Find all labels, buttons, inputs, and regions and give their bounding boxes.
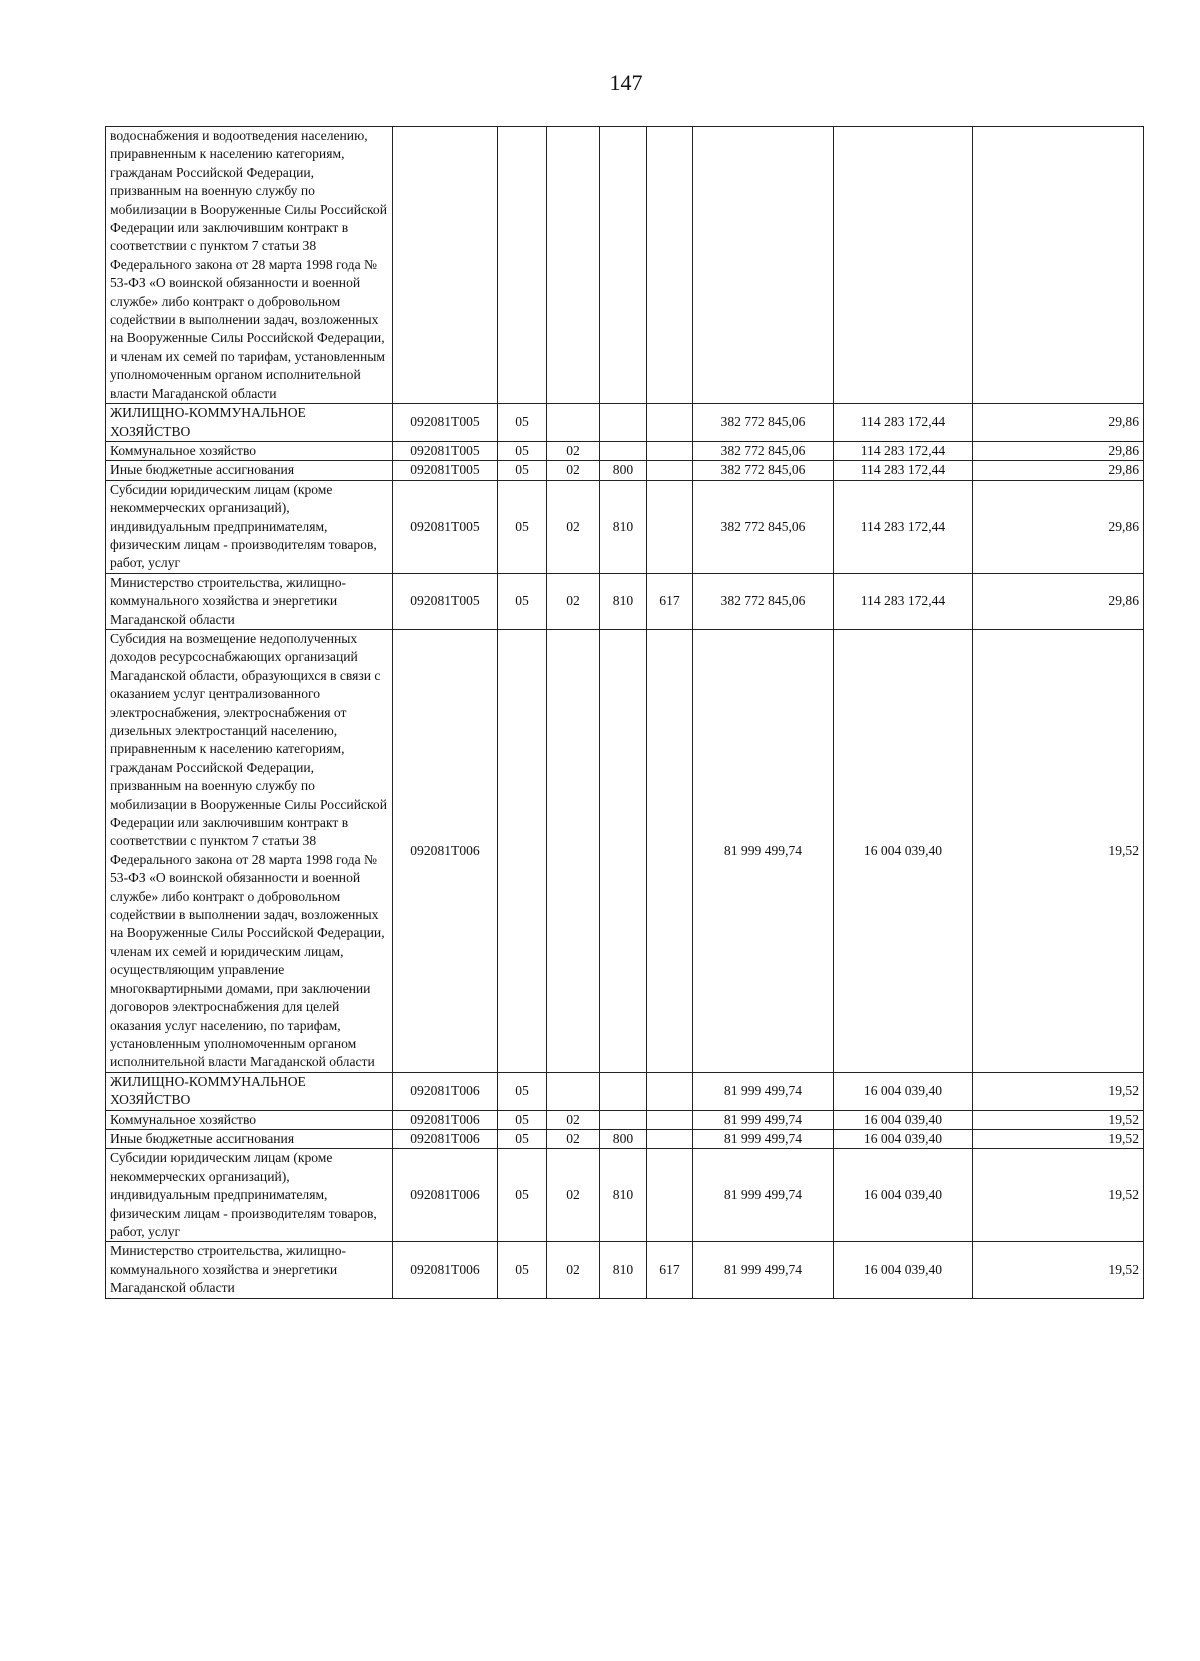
cell-executed-amount: 114 283 172,44 (834, 480, 973, 573)
cell-planned-amount: 81 999 499,74 (693, 1242, 834, 1298)
cell-subsection: 02 (547, 461, 600, 480)
cell-percent: 19,52 (973, 629, 1144, 1072)
cell-name: водоснабжения и водоотведения населению, приравненным к населению категориям, гражданам Российской Федерации, призванным на военную службу по мобилизации в Вооруженные Силы Российской Федерации или заключившим контракт в соответствии с пунктом 7 статьи 38 Федерального закона от 28 марта 1998 года № 53-ФЗ «О воинской обязанности и военной службе» либо контракт о добровольном содействии в выполнении задач, возложенных на Вооруженные Силы Российской Федерации, и членам их семей по тарифам, установленным уполномоченным органом исполнительной власти Магаданской области (106, 127, 393, 404)
cell-name: ЖИЛИЩНО-КОММУНАЛЬНОЕ ХОЗЯЙСТВО (106, 1072, 393, 1110)
cell-admin-code (647, 1149, 693, 1242)
cell-percent: 19,52 (973, 1129, 1144, 1148)
cell-executed-amount: 114 283 172,44 (834, 404, 973, 442)
cell-admin-code (647, 1072, 693, 1110)
cell-section (498, 127, 547, 404)
cell-planned-amount: 382 772 845,06 (693, 404, 834, 442)
cell-planned-amount: 81 999 499,74 (693, 1072, 834, 1110)
table-row (106, 1072, 1144, 1110)
cell-section: 05 (498, 1242, 547, 1298)
cell-percent: 19,52 (973, 1149, 1144, 1242)
cell-target-code: 092081Т006 (393, 629, 498, 1072)
cell-name: Иные бюджетные ассигнования (106, 1129, 393, 1148)
cell-name: Иные бюджетные ассигнования (106, 461, 393, 480)
cell-admin-code (647, 480, 693, 573)
cell-planned-amount: 81 999 499,74 (693, 1110, 834, 1129)
cell-expense-type (600, 1110, 647, 1129)
cell-section: 05 (498, 1072, 547, 1110)
cell-expense-type: 810 (600, 1242, 647, 1298)
cell-target-code: 092081Т005 (393, 461, 498, 480)
cell-expense-type (600, 404, 647, 442)
cell-subsection: 02 (547, 1129, 600, 1148)
cell-section: 05 (498, 480, 547, 573)
cell-target-code: 092081Т005 (393, 573, 498, 629)
cell-name: Коммунальное хозяйство (106, 441, 393, 460)
cell-subsection: 02 (547, 480, 600, 573)
cell-name: Субсидии юридическим лицам (кроме некоммерческих организаций), индивидуальным предпринимателям, физическим лицам - производителям товаров, работ, услуг (106, 1149, 393, 1242)
cell-target-code: 092081Т006 (393, 1242, 498, 1298)
cell-admin-code (647, 127, 693, 404)
cell-expense-type: 800 (600, 1129, 647, 1148)
cell-planned-amount: 382 772 845,06 (693, 480, 834, 573)
cell-percent: 19,52 (973, 1072, 1144, 1110)
table-row (106, 573, 1144, 629)
cell-planned-amount: 81 999 499,74 (693, 1129, 834, 1148)
cell-admin-code (647, 441, 693, 460)
cell-name: ЖИЛИЩНО-КОММУНАЛЬНОЕ ХОЗЯЙСТВО (106, 404, 393, 442)
cell-percent (973, 127, 1144, 404)
cell-target-code: 092081Т006 (393, 1149, 498, 1242)
cell-planned-amount: 382 772 845,06 (693, 441, 834, 460)
table-row (106, 1110, 1144, 1129)
cell-admin-code (647, 629, 693, 1072)
cell-target-code: 092081Т005 (393, 480, 498, 573)
cell-target-code: 092081Т006 (393, 1072, 498, 1110)
cell-admin-code (647, 1110, 693, 1129)
cell-planned-amount (693, 127, 834, 404)
cell-percent: 19,52 (973, 1110, 1144, 1129)
table-row (106, 404, 1144, 442)
cell-expense-type: 810 (600, 573, 647, 629)
cell-section: 05 (498, 404, 547, 442)
cell-subsection: 02 (547, 1110, 600, 1129)
cell-subsection (547, 404, 600, 442)
cell-expense-type: 810 (600, 480, 647, 573)
cell-planned-amount: 382 772 845,06 (693, 461, 834, 480)
page-number: 147 (609, 70, 643, 95)
cell-section (498, 629, 547, 1072)
cell-executed-amount: 114 283 172,44 (834, 573, 973, 629)
table-row (106, 461, 1144, 480)
cell-name: Субсидия на возмещение недополученных доходов ресурсоснабжающих организаций Магаданской области, образующихся в связи с оказанием услуг централизованного электроснабжения, электроснабжения от дизельных электростанций населению, приравненным к населению категориям, гражданам Российской Федерации, призванным на военную службу по мобилизации в Вооруженные Силы Российской Федерации или заключившим контракт в соответствии с пунктом 7 статьи 38 Федерального закона от 28 марта 1998 года № 53-ФЗ «О воинской обязанности и военной службе» либо контракт о добровольном содействии в выполнении задач, возложенных на Вооруженные Силы Российской Федерации, членам их семей и юридическим лицам, осуществляющим управление многоквартирными домами, при заключении договоров электроснабжения для целей оказания услуг населению, по тарифам, установленным уполномоченным органом исполнительной власти Магаданской области (106, 629, 393, 1072)
cell-section: 05 (498, 461, 547, 480)
cell-planned-amount: 81 999 499,74 (693, 1149, 834, 1242)
cell-expense-type: 810 (600, 1149, 647, 1242)
cell-expense-type (600, 441, 647, 460)
cell-admin-code: 617 (647, 573, 693, 629)
cell-planned-amount: 81 999 499,74 (693, 629, 834, 1072)
cell-target-code: 092081Т005 (393, 404, 498, 442)
cell-section: 05 (498, 441, 547, 460)
cell-planned-amount: 382 772 845,06 (693, 573, 834, 629)
cell-percent: 29,86 (973, 404, 1144, 442)
cell-admin-code: 617 (647, 1242, 693, 1298)
cell-executed-amount: 16 004 039,40 (834, 1129, 973, 1148)
cell-target-code (393, 127, 498, 404)
cell-executed-amount: 16 004 039,40 (834, 629, 973, 1072)
cell-executed-amount: 16 004 039,40 (834, 1149, 973, 1242)
cell-admin-code (647, 461, 693, 480)
cell-expense-type (600, 127, 647, 404)
cell-executed-amount: 16 004 039,40 (834, 1242, 973, 1298)
cell-executed-amount (834, 127, 973, 404)
table-row (106, 480, 1144, 573)
cell-name: Коммунальное хозяйство (106, 1110, 393, 1129)
table-row (106, 629, 1144, 1072)
cell-subsection: 02 (547, 1242, 600, 1298)
table-row (106, 1149, 1144, 1242)
table-row (106, 127, 1144, 404)
cell-executed-amount: 114 283 172,44 (834, 441, 973, 460)
cell-percent: 29,86 (973, 573, 1144, 629)
cell-percent: 29,86 (973, 461, 1144, 480)
table-row (106, 1129, 1144, 1148)
cell-executed-amount: 16 004 039,40 (834, 1110, 973, 1129)
cell-name: Министерство строительства, жилищно-коммунального хозяйства и энергетики Магаданской области (106, 573, 393, 629)
budget-table (105, 126, 1144, 1299)
cell-target-code: 092081Т005 (393, 441, 498, 460)
cell-executed-amount: 16 004 039,40 (834, 1072, 973, 1110)
cell-percent: 29,86 (973, 441, 1144, 460)
table-row (106, 1242, 1144, 1298)
cell-admin-code (647, 1129, 693, 1148)
cell-percent: 19,52 (973, 1242, 1144, 1298)
cell-target-code: 092081Т006 (393, 1110, 498, 1129)
cell-percent: 29,86 (973, 480, 1144, 573)
cell-target-code: 092081Т006 (393, 1129, 498, 1148)
cell-subsection: 02 (547, 573, 600, 629)
table-row (106, 441, 1144, 460)
cell-subsection (547, 1072, 600, 1110)
cell-subsection (547, 629, 600, 1072)
cell-name: Субсидии юридическим лицам (кроме некоммерческих организаций), индивидуальным предпринимателям, физическим лицам - производителям товаров, работ, услуг (106, 480, 393, 573)
cell-admin-code (647, 404, 693, 442)
cell-executed-amount: 114 283 172,44 (834, 461, 973, 480)
cell-name: Министерство строительства, жилищно-коммунального хозяйства и энергетики Магаданской области (106, 1242, 393, 1298)
cell-expense-type (600, 1072, 647, 1110)
cell-subsection: 02 (547, 1149, 600, 1242)
cell-subsection (547, 127, 600, 404)
cell-expense-type (600, 629, 647, 1072)
cell-section: 05 (498, 573, 547, 629)
cell-section: 05 (498, 1129, 547, 1148)
cell-subsection: 02 (547, 441, 600, 460)
cell-expense-type: 800 (600, 461, 647, 480)
cell-section: 05 (498, 1110, 547, 1129)
cell-section: 05 (498, 1149, 547, 1242)
